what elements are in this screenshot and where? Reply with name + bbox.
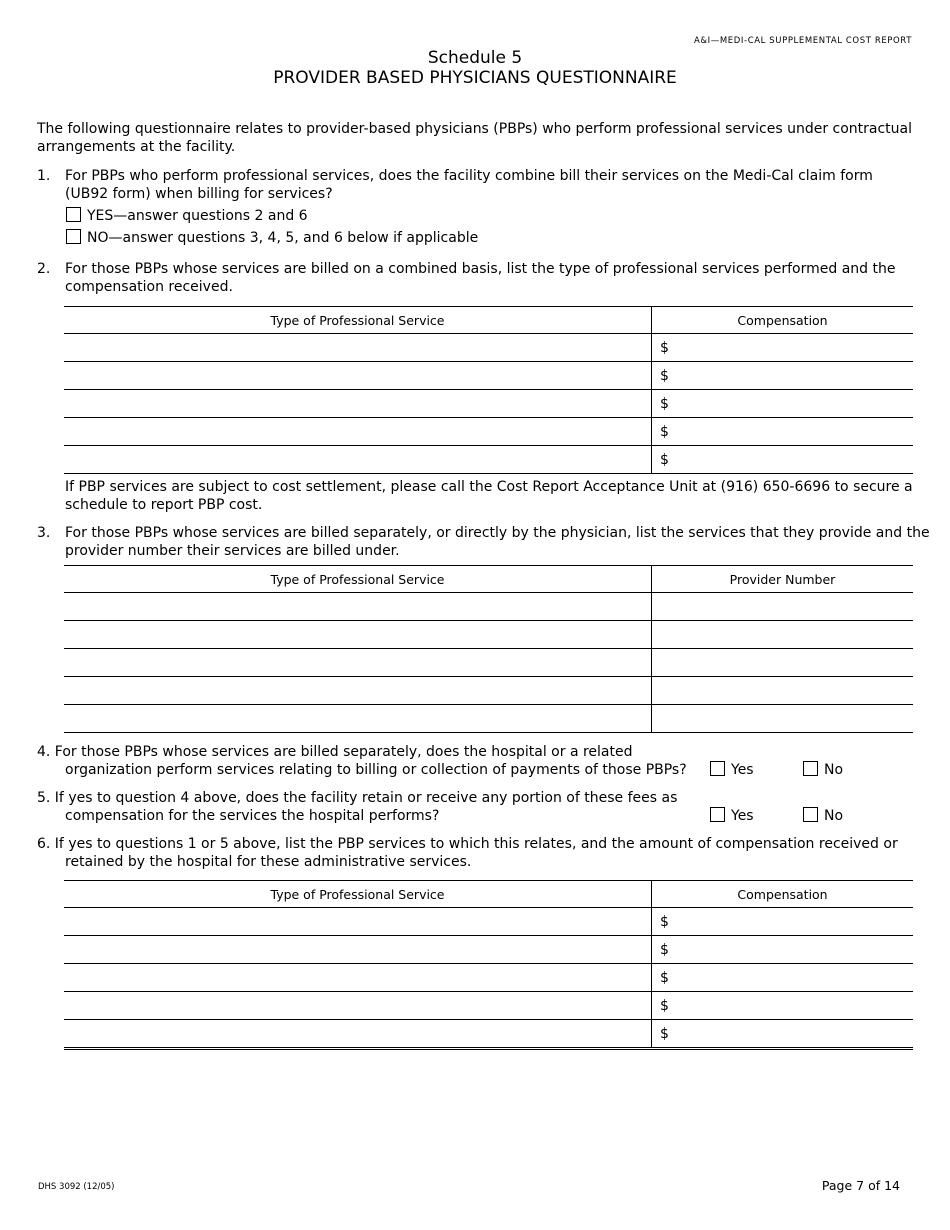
table-row	[64, 936, 913, 964]
table-row	[64, 908, 913, 936]
q1-text-line2: (UB92 form) when billing for services?	[65, 186, 333, 202]
q1-option-yes[interactable]	[66, 207, 308, 225]
compensation-cell[interactable]: $	[652, 390, 914, 418]
q3-number: 3.	[37, 525, 51, 541]
q3-text-line2: provider number their services are billed under.	[65, 543, 400, 559]
table-row	[64, 1020, 913, 1049]
q2-text-line1: For those PBPs whose services are billed on a combined basis, list the type of professional services performed and the	[65, 261, 896, 277]
q5-no-label: No	[824, 808, 844, 824]
q1-no-label: NO—answer questions 3, 4, 5, and 6 below if applicable	[87, 230, 479, 246]
service-cell[interactable]	[64, 334, 652, 362]
q1-yes-label: YES—answer questions 2 and 6	[87, 208, 308, 224]
q1-no-checkbox[interactable]	[66, 229, 81, 244]
table-row	[64, 593, 913, 621]
q2-text-line2: compensation received.	[65, 279, 233, 295]
table-row	[64, 677, 913, 705]
q5-text-line2: compensation for the services the hospital performs?	[65, 808, 440, 824]
q4-no-option[interactable]	[803, 761, 843, 778]
report-name: A&I—MEDI-CAL SUPPLEMENTAL COST REPORT	[694, 36, 912, 46]
q1-text-line1: For PBPs who perform professional services, does the facility combine bill their services on the Medi-Cal claim form	[65, 168, 873, 184]
intro-text: The following questionnaire relates to provider-based physicians (PBPs) who perform professional services under contractual arrangements at the facility.	[37, 121, 913, 155]
q2-note-line1: If PBP services are subject to cost settlement, please call the Cost Report Acceptance Unit at (916) 650-6696 to secure a	[65, 479, 913, 495]
provider-number-cell[interactable]	[652, 677, 914, 705]
table-row	[64, 621, 913, 649]
q3-text-line1: For those PBPs whose services are billed separately, or directly by the physician, list the services that they provide and the	[65, 525, 930, 541]
service-cell[interactable]	[64, 362, 652, 390]
table-row	[64, 362, 913, 390]
compensation-cell[interactable]: $	[652, 992, 914, 1020]
compensation-cell[interactable]: $	[652, 908, 914, 936]
service-cell[interactable]	[64, 936, 652, 964]
provider-number-cell[interactable]	[652, 621, 914, 649]
compensation-cell[interactable]: $	[652, 446, 914, 474]
service-cell[interactable]	[64, 446, 652, 474]
compensation-cell[interactable]: $	[652, 964, 914, 992]
q6-table	[64, 880, 913, 1050]
q5-no-checkbox[interactable]	[803, 807, 818, 822]
service-cell[interactable]	[64, 705, 652, 733]
compensation-cell[interactable]: $	[652, 334, 914, 362]
q1-number: 1.	[37, 168, 51, 184]
service-cell[interactable]	[64, 677, 652, 705]
provider-number-cell[interactable]	[652, 705, 914, 733]
compensation-cell[interactable]: $	[652, 936, 914, 964]
q4-yes-label: Yes	[731, 762, 754, 778]
q1-option-no[interactable]	[66, 229, 478, 247]
table-row	[64, 418, 913, 446]
q4-yes-checkbox[interactable]	[710, 761, 725, 776]
provider-number-cell[interactable]	[652, 593, 914, 621]
q6-text-line2: retained by the hospital for these administrative services.	[65, 854, 472, 870]
service-cell[interactable]	[64, 418, 652, 446]
service-cell[interactable]	[64, 390, 652, 418]
table-row	[64, 705, 913, 733]
service-cell[interactable]	[64, 964, 652, 992]
q2-col-service: Type of Professional Service	[64, 307, 652, 334]
q2-col-compensation: Compensation	[652, 307, 914, 334]
service-cell[interactable]	[64, 593, 652, 621]
q4-no-checkbox[interactable]	[803, 761, 818, 776]
schedule-label: Schedule 5	[427, 48, 523, 68]
service-cell[interactable]	[64, 1020, 652, 1049]
q5-yes-option[interactable]	[710, 807, 754, 824]
q3-table	[64, 565, 913, 733]
table-row	[64, 446, 913, 474]
table-row	[64, 649, 913, 677]
provider-number-cell[interactable]	[652, 649, 914, 677]
table-row	[64, 992, 913, 1020]
q3-col-provider-number: Provider Number	[652, 566, 914, 593]
service-cell[interactable]	[64, 908, 652, 936]
q5-yes-label: Yes	[731, 808, 754, 824]
table-row	[64, 334, 913, 362]
q2-note-line2: schedule to report PBP cost.	[65, 497, 263, 513]
form-number: DHS 3092 (12/05)	[38, 1182, 115, 1192]
q2-table	[64, 306, 913, 474]
table-row	[64, 964, 913, 992]
q2-number: 2.	[37, 261, 51, 277]
q6-text-line1: 6. If yes to questions 1 or 5 above, list the PBP services to which this relates, and the amount of compensation received or	[37, 836, 898, 852]
q5-no-option[interactable]	[803, 807, 843, 824]
q6-col-compensation: Compensation	[652, 881, 914, 908]
q4-yes-option[interactable]	[710, 761, 754, 778]
table-row	[64, 390, 913, 418]
page-title: PROVIDER BASED PHYSICIANS QUESTIONNAIRE	[273, 68, 677, 88]
q5-text-line1: 5. If yes to question 4 above, does the facility retain or receive any portion of these fees as	[37, 790, 678, 806]
q1-yes-checkbox[interactable]	[66, 207, 81, 222]
q4-text-line2: organization perform services relating to billing or collection of payments of those PBPs?	[65, 762, 687, 778]
service-cell[interactable]	[64, 621, 652, 649]
compensation-cell[interactable]: $	[652, 362, 914, 390]
page-number: Page 7 of 14	[821, 1178, 900, 1193]
service-cell[interactable]	[64, 649, 652, 677]
q4-text-line1: 4. For those PBPs whose services are billed separately, does the hospital or a related	[37, 744, 633, 760]
q4-no-label: No	[824, 762, 844, 778]
compensation-cell[interactable]: $	[652, 1020, 914, 1049]
service-cell[interactable]	[64, 992, 652, 1020]
q3-col-service: Type of Professional Service	[64, 566, 652, 593]
q6-col-service: Type of Professional Service	[64, 881, 652, 908]
q5-yes-checkbox[interactable]	[710, 807, 725, 822]
compensation-cell[interactable]: $	[652, 418, 914, 446]
